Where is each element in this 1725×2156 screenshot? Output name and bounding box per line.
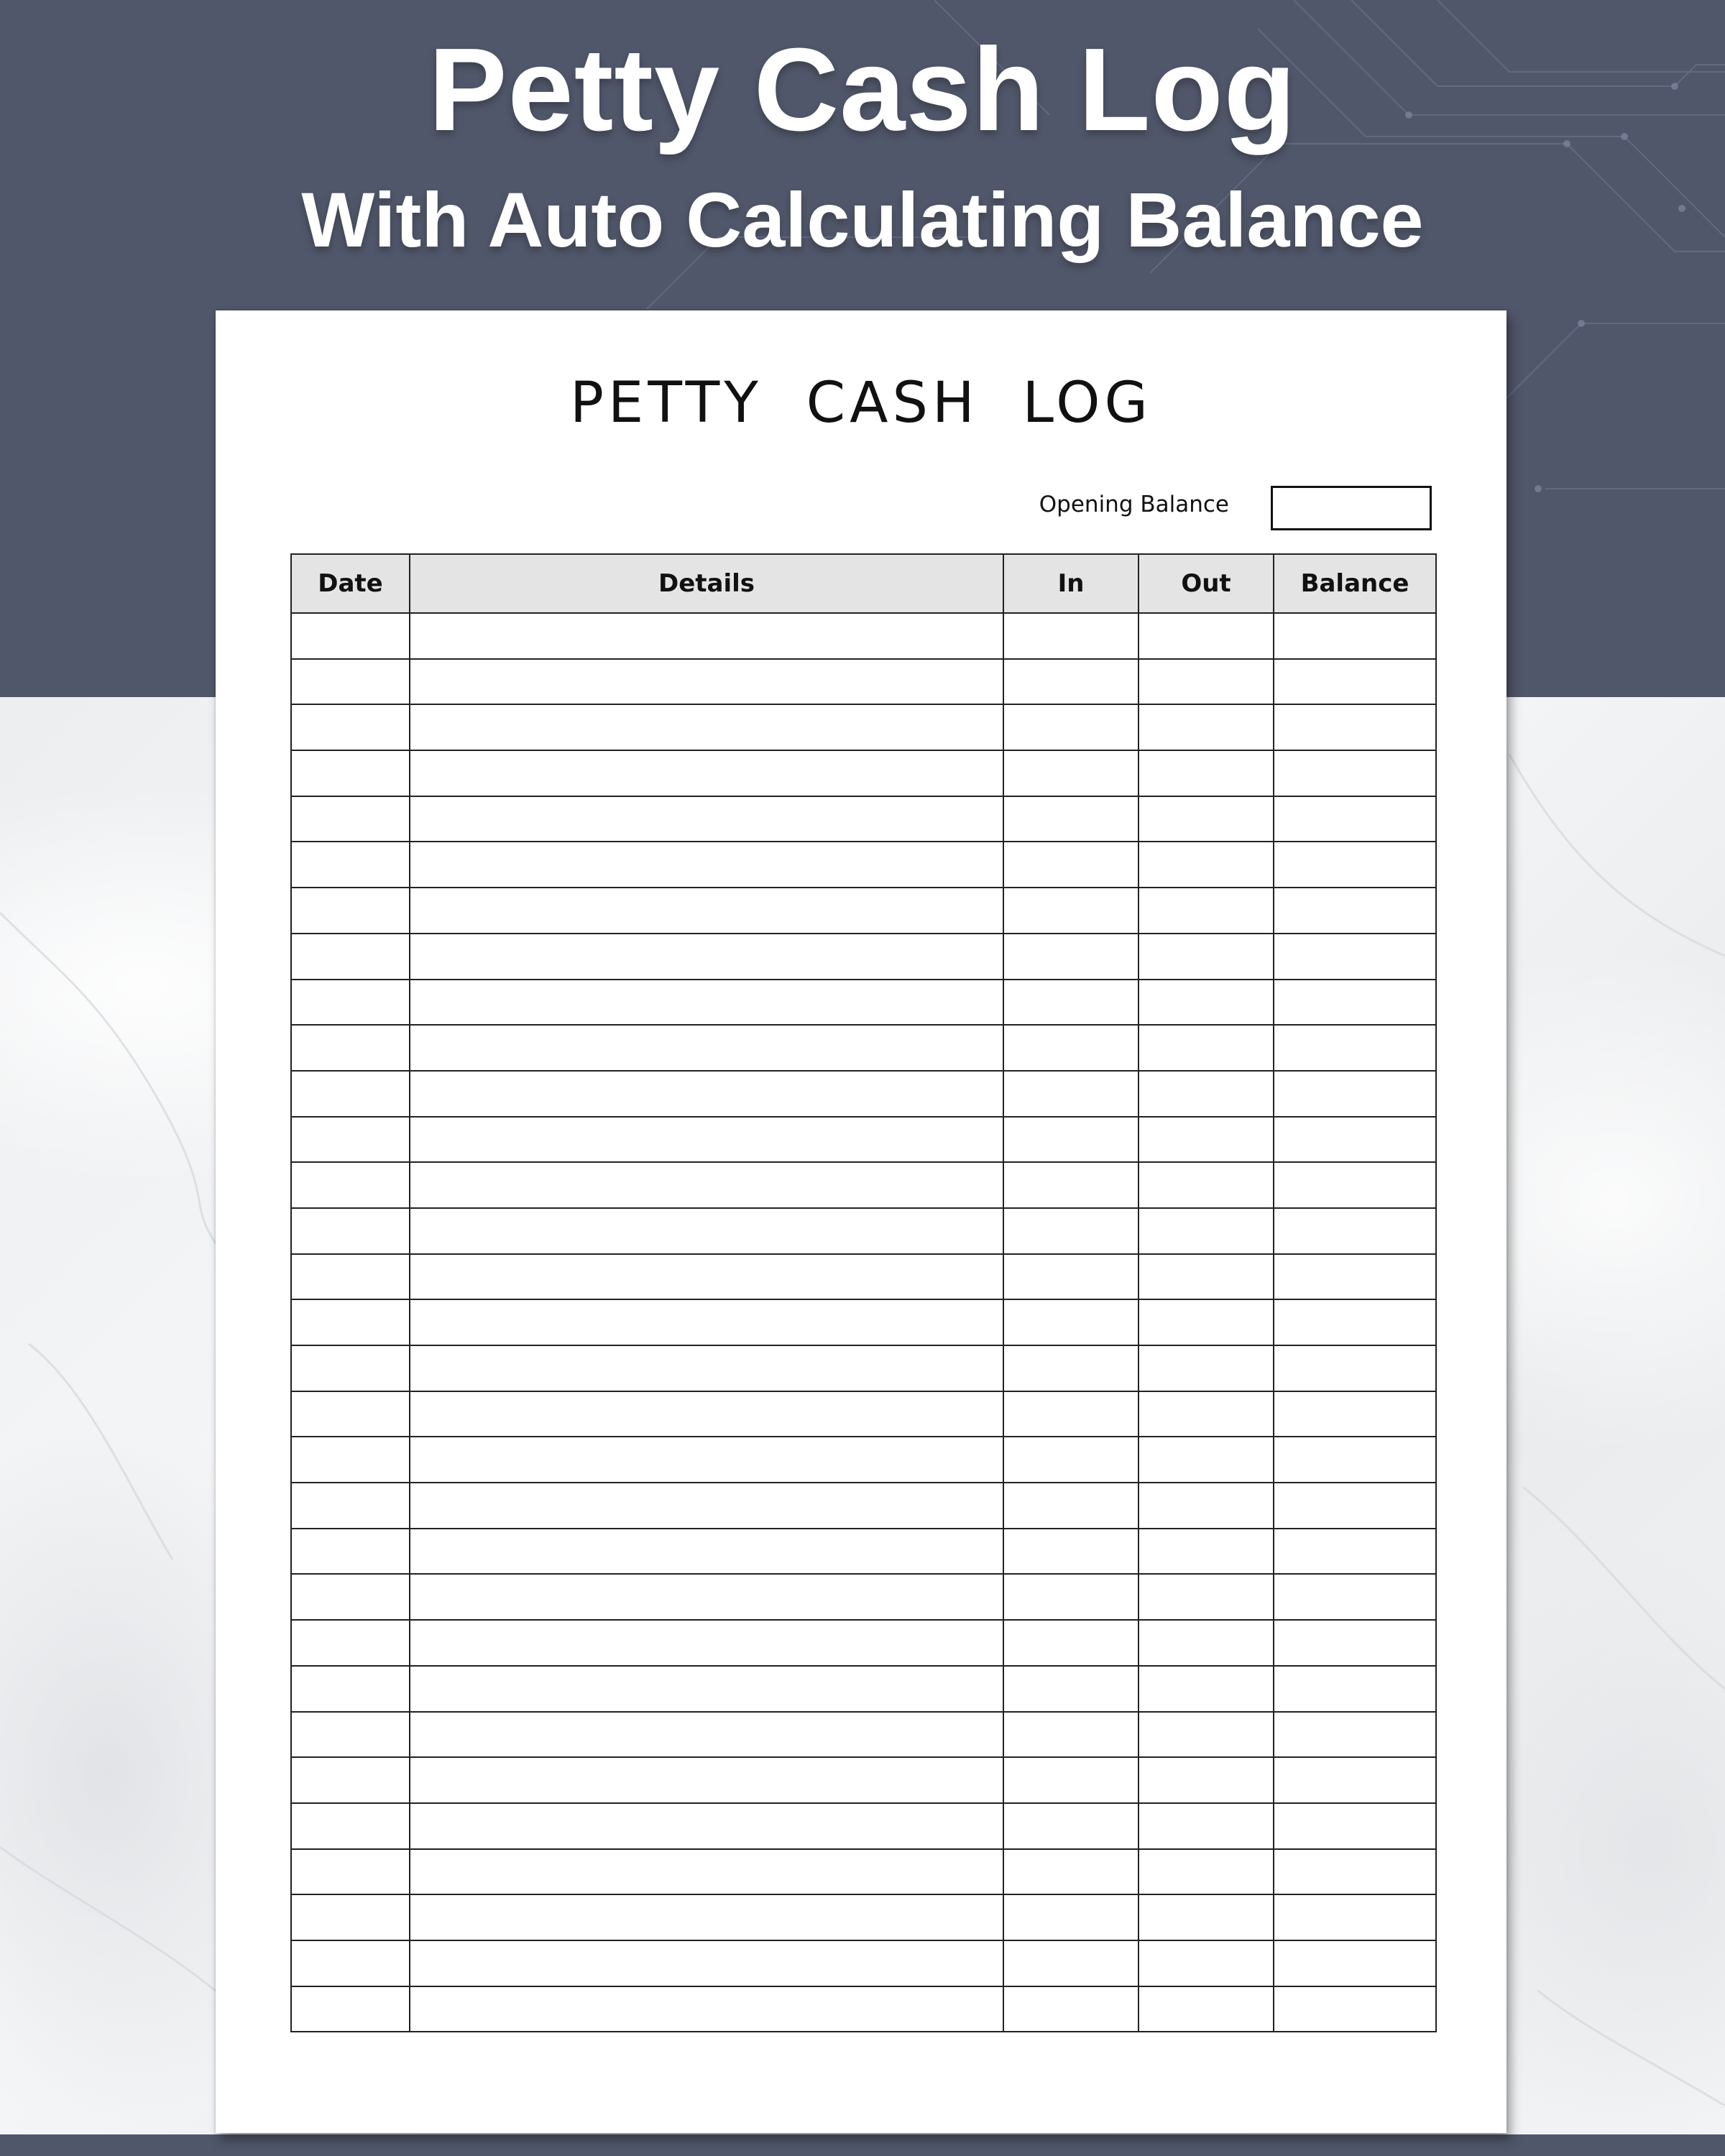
balance-cell[interactable] bbox=[1274, 796, 1436, 842]
in-cell[interactable] bbox=[1003, 1666, 1138, 1712]
out-cell[interactable] bbox=[1138, 1345, 1274, 1391]
out-cell[interactable] bbox=[1138, 1254, 1274, 1300]
details-cell[interactable] bbox=[410, 1162, 1003, 1208]
date-cell[interactable] bbox=[291, 1117, 410, 1163]
in-cell[interactable] bbox=[1003, 1117, 1138, 1163]
details-cell[interactable] bbox=[410, 1666, 1003, 1712]
details-cell[interactable] bbox=[410, 1757, 1003, 1803]
balance-cell[interactable] bbox=[1274, 1025, 1436, 1071]
in-cell[interactable] bbox=[1003, 934, 1138, 980]
out-cell[interactable] bbox=[1138, 1757, 1274, 1803]
balance-cell[interactable] bbox=[1274, 1574, 1436, 1620]
balance-cell[interactable] bbox=[1274, 659, 1436, 705]
details-cell[interactable] bbox=[410, 659, 1003, 705]
balance-cell[interactable] bbox=[1274, 1803, 1436, 1849]
date-cell[interactable] bbox=[291, 704, 410, 750]
date-cell[interactable] bbox=[291, 1254, 410, 1300]
in-cell[interactable] bbox=[1003, 1757, 1138, 1803]
date-cell[interactable] bbox=[291, 1025, 410, 1071]
details-cell[interactable] bbox=[410, 1437, 1003, 1483]
table-row bbox=[291, 1849, 1436, 1895]
table-row bbox=[291, 1345, 1436, 1391]
date-cell[interactable] bbox=[291, 1894, 410, 1940]
table-row bbox=[291, 1529, 1436, 1575]
details-cell[interactable] bbox=[410, 796, 1003, 842]
details-cell[interactable] bbox=[410, 1483, 1003, 1529]
in-cell[interactable] bbox=[1003, 613, 1138, 659]
balance-cell[interactable] bbox=[1274, 1299, 1436, 1345]
balance-cell[interactable] bbox=[1274, 1894, 1436, 1940]
table-row bbox=[291, 796, 1436, 842]
in-cell[interactable] bbox=[1003, 1620, 1138, 1666]
details-cell[interactable] bbox=[410, 1849, 1003, 1895]
table-row bbox=[291, 1940, 1436, 1986]
log-sheet bbox=[216, 310, 1506, 2133]
balance-cell[interactable] bbox=[1274, 1117, 1436, 1163]
date-cell[interactable] bbox=[291, 1208, 410, 1254]
balance-cell[interactable] bbox=[1274, 1071, 1436, 1117]
table-row bbox=[291, 1894, 1436, 1940]
in-cell[interactable] bbox=[1003, 750, 1138, 796]
details-cell[interactable] bbox=[410, 842, 1003, 888]
out-cell[interactable] bbox=[1138, 1574, 1274, 1620]
in-cell[interactable] bbox=[1003, 1025, 1138, 1071]
details-cell[interactable] bbox=[410, 1345, 1003, 1391]
details-cell[interactable] bbox=[410, 980, 1003, 1026]
balance-cell[interactable] bbox=[1274, 1666, 1436, 1712]
table-row bbox=[291, 1803, 1436, 1849]
date-cell[interactable] bbox=[291, 1071, 410, 1117]
column-header-in: In bbox=[1003, 554, 1138, 613]
details-cell[interactable] bbox=[410, 613, 1003, 659]
balance-cell[interactable] bbox=[1274, 1529, 1436, 1575]
details-cell[interactable] bbox=[410, 1940, 1003, 1986]
details-cell[interactable] bbox=[410, 888, 1003, 934]
in-cell[interactable] bbox=[1003, 1712, 1138, 1758]
details-cell[interactable] bbox=[410, 1803, 1003, 1849]
table-row bbox=[291, 1574, 1436, 1620]
details-cell[interactable] bbox=[410, 1712, 1003, 1758]
details-cell[interactable] bbox=[410, 1117, 1003, 1163]
balance-cell[interactable] bbox=[1274, 1208, 1436, 1254]
details-cell[interactable] bbox=[410, 1894, 1003, 1940]
table-row bbox=[291, 1391, 1436, 1437]
date-cell[interactable] bbox=[291, 613, 410, 659]
date-cell[interactable] bbox=[291, 750, 410, 796]
balance-cell[interactable] bbox=[1274, 750, 1436, 796]
bottom-strip bbox=[0, 2134, 1725, 2156]
balance-cell[interactable] bbox=[1274, 1437, 1436, 1483]
table-row bbox=[291, 704, 1436, 750]
balance-cell[interactable] bbox=[1274, 888, 1436, 934]
details-cell[interactable] bbox=[410, 1620, 1003, 1666]
date-cell[interactable] bbox=[291, 1803, 410, 1849]
table-row bbox=[291, 1254, 1436, 1300]
date-cell[interactable] bbox=[291, 1620, 410, 1666]
out-cell[interactable] bbox=[1138, 888, 1274, 934]
date-cell[interactable] bbox=[291, 1162, 410, 1208]
in-cell[interactable] bbox=[1003, 1940, 1138, 1986]
out-cell[interactable] bbox=[1138, 1117, 1274, 1163]
date-cell[interactable] bbox=[291, 842, 410, 888]
table-row bbox=[291, 1299, 1436, 1345]
in-cell[interactable] bbox=[1003, 1162, 1138, 1208]
date-cell[interactable] bbox=[291, 934, 410, 980]
out-cell[interactable] bbox=[1138, 1666, 1274, 1712]
banner-headline bbox=[0, 24, 1725, 263]
in-cell[interactable] bbox=[1003, 1849, 1138, 1895]
date-cell[interactable] bbox=[291, 1345, 410, 1391]
details-cell[interactable] bbox=[410, 750, 1003, 796]
table-row bbox=[291, 1620, 1436, 1666]
balance-cell[interactable] bbox=[1274, 1345, 1436, 1391]
table-row bbox=[291, 1483, 1436, 1529]
balance-cell[interactable] bbox=[1274, 842, 1436, 888]
balance-cell[interactable] bbox=[1274, 1483, 1436, 1529]
out-cell[interactable] bbox=[1138, 1986, 1274, 2032]
out-cell[interactable] bbox=[1138, 934, 1274, 980]
table-row bbox=[291, 1437, 1436, 1483]
balance-cell[interactable] bbox=[1274, 1757, 1436, 1803]
out-cell[interactable] bbox=[1138, 1299, 1274, 1345]
out-cell[interactable] bbox=[1138, 1712, 1274, 1758]
opening-balance-field[interactable] bbox=[1271, 486, 1432, 530]
date-cell[interactable] bbox=[291, 1529, 410, 1575]
date-cell[interactable] bbox=[291, 796, 410, 842]
out-cell[interactable] bbox=[1138, 750, 1274, 796]
date-cell[interactable] bbox=[291, 1391, 410, 1437]
in-cell[interactable] bbox=[1003, 1529, 1138, 1575]
in-cell[interactable] bbox=[1003, 842, 1138, 888]
table-row bbox=[291, 1117, 1436, 1163]
out-cell[interactable] bbox=[1138, 1437, 1274, 1483]
balance-cell[interactable] bbox=[1274, 613, 1436, 659]
table-row bbox=[291, 842, 1436, 888]
date-cell[interactable] bbox=[291, 659, 410, 705]
in-cell[interactable] bbox=[1003, 1391, 1138, 1437]
out-cell[interactable] bbox=[1138, 1529, 1274, 1575]
out-cell[interactable] bbox=[1138, 1894, 1274, 1940]
date-cell[interactable] bbox=[291, 1849, 410, 1895]
table-row bbox=[291, 1757, 1436, 1803]
balance-cell[interactable] bbox=[1274, 1986, 1436, 2032]
opening-balance-label: Opening Balance bbox=[1039, 492, 1229, 517]
balance-cell[interactable] bbox=[1274, 1849, 1436, 1895]
column-header-details: Details bbox=[410, 554, 1003, 613]
banner-title: Petty Cash Log bbox=[428, 24, 1297, 155]
out-cell[interactable] bbox=[1138, 1849, 1274, 1895]
date-cell[interactable] bbox=[291, 1483, 410, 1529]
in-cell[interactable] bbox=[1003, 1574, 1138, 1620]
in-cell[interactable] bbox=[1003, 796, 1138, 842]
in-cell[interactable] bbox=[1003, 1299, 1138, 1345]
details-cell[interactable] bbox=[410, 1986, 1003, 2032]
table-body bbox=[291, 613, 1436, 2032]
details-cell[interactable] bbox=[410, 1299, 1003, 1345]
details-cell[interactable] bbox=[410, 1025, 1003, 1071]
column-header-date: Date bbox=[291, 554, 410, 613]
out-cell[interactable] bbox=[1138, 1483, 1274, 1529]
out-cell[interactable] bbox=[1138, 659, 1274, 705]
date-cell[interactable] bbox=[291, 1299, 410, 1345]
in-cell[interactable] bbox=[1003, 1986, 1138, 2032]
details-cell[interactable] bbox=[410, 1574, 1003, 1620]
table-row bbox=[291, 1712, 1436, 1758]
in-cell[interactable] bbox=[1003, 1803, 1138, 1849]
details-cell[interactable] bbox=[410, 1208, 1003, 1254]
date-cell[interactable] bbox=[291, 980, 410, 1026]
details-cell[interactable] bbox=[410, 1391, 1003, 1437]
table-row bbox=[291, 1208, 1436, 1254]
in-cell[interactable] bbox=[1003, 1894, 1138, 1940]
balance-cell[interactable] bbox=[1274, 1391, 1436, 1437]
balance-cell[interactable] bbox=[1274, 980, 1436, 1026]
out-cell[interactable] bbox=[1138, 1803, 1274, 1849]
out-cell[interactable] bbox=[1138, 1620, 1274, 1666]
date-cell[interactable] bbox=[291, 1940, 410, 1986]
balance-cell[interactable] bbox=[1274, 704, 1436, 750]
details-cell[interactable] bbox=[410, 1529, 1003, 1575]
out-cell[interactable] bbox=[1138, 980, 1274, 1026]
in-cell[interactable] bbox=[1003, 1345, 1138, 1391]
column-header-out: Out bbox=[1138, 554, 1274, 613]
column-header-balance: Balance bbox=[1274, 554, 1436, 613]
table-row bbox=[291, 934, 1436, 980]
in-cell[interactable] bbox=[1003, 888, 1138, 934]
in-cell[interactable] bbox=[1003, 1483, 1138, 1529]
table-header-row bbox=[291, 554, 1436, 613]
in-cell[interactable] bbox=[1003, 1437, 1138, 1483]
out-cell[interactable] bbox=[1138, 1025, 1274, 1071]
table-row bbox=[291, 980, 1436, 1026]
details-cell[interactable] bbox=[410, 934, 1003, 980]
out-cell[interactable] bbox=[1138, 1071, 1274, 1117]
table-row bbox=[291, 613, 1436, 659]
out-cell[interactable] bbox=[1138, 613, 1274, 659]
table-row bbox=[291, 750, 1436, 796]
date-cell[interactable] bbox=[291, 1986, 410, 2032]
in-cell[interactable] bbox=[1003, 1208, 1138, 1254]
balance-cell[interactable] bbox=[1274, 1620, 1436, 1666]
table-row bbox=[291, 1025, 1436, 1071]
table-row bbox=[291, 659, 1436, 705]
out-cell[interactable] bbox=[1138, 1940, 1274, 1986]
details-cell[interactable] bbox=[410, 1254, 1003, 1300]
in-cell[interactable] bbox=[1003, 659, 1138, 705]
balance-cell[interactable] bbox=[1274, 934, 1436, 980]
out-cell[interactable] bbox=[1138, 1391, 1274, 1437]
date-cell[interactable] bbox=[291, 1666, 410, 1712]
banner-subtitle: With Auto Calculating Balance bbox=[301, 176, 1424, 263]
balance-cell[interactable] bbox=[1274, 1162, 1436, 1208]
in-cell[interactable] bbox=[1003, 980, 1138, 1026]
date-cell[interactable] bbox=[291, 888, 410, 934]
petty-cash-table bbox=[290, 553, 1437, 2032]
in-cell[interactable] bbox=[1003, 1254, 1138, 1300]
date-cell[interactable] bbox=[291, 1712, 410, 1758]
out-cell[interactable] bbox=[1138, 1208, 1274, 1254]
details-cell[interactable] bbox=[410, 704, 1003, 750]
details-cell[interactable] bbox=[410, 1071, 1003, 1117]
in-cell[interactable] bbox=[1003, 704, 1138, 750]
sheet-title: PETTY CASH LOG bbox=[570, 371, 1152, 436]
date-cell[interactable] bbox=[291, 1437, 410, 1483]
out-cell[interactable] bbox=[1138, 1162, 1274, 1208]
out-cell[interactable] bbox=[1138, 796, 1274, 842]
table-row bbox=[291, 1986, 1436, 2032]
out-cell[interactable] bbox=[1138, 842, 1274, 888]
in-cell[interactable] bbox=[1003, 1071, 1138, 1117]
table-row bbox=[291, 1071, 1436, 1117]
balance-cell[interactable] bbox=[1274, 1254, 1436, 1300]
table-row bbox=[291, 888, 1436, 934]
balance-cell[interactable] bbox=[1274, 1712, 1436, 1758]
date-cell[interactable] bbox=[291, 1757, 410, 1803]
balance-cell[interactable] bbox=[1274, 1940, 1436, 1986]
table-row bbox=[291, 1162, 1436, 1208]
date-cell[interactable] bbox=[291, 1574, 410, 1620]
out-cell[interactable] bbox=[1138, 704, 1274, 750]
table-row bbox=[291, 1666, 1436, 1712]
